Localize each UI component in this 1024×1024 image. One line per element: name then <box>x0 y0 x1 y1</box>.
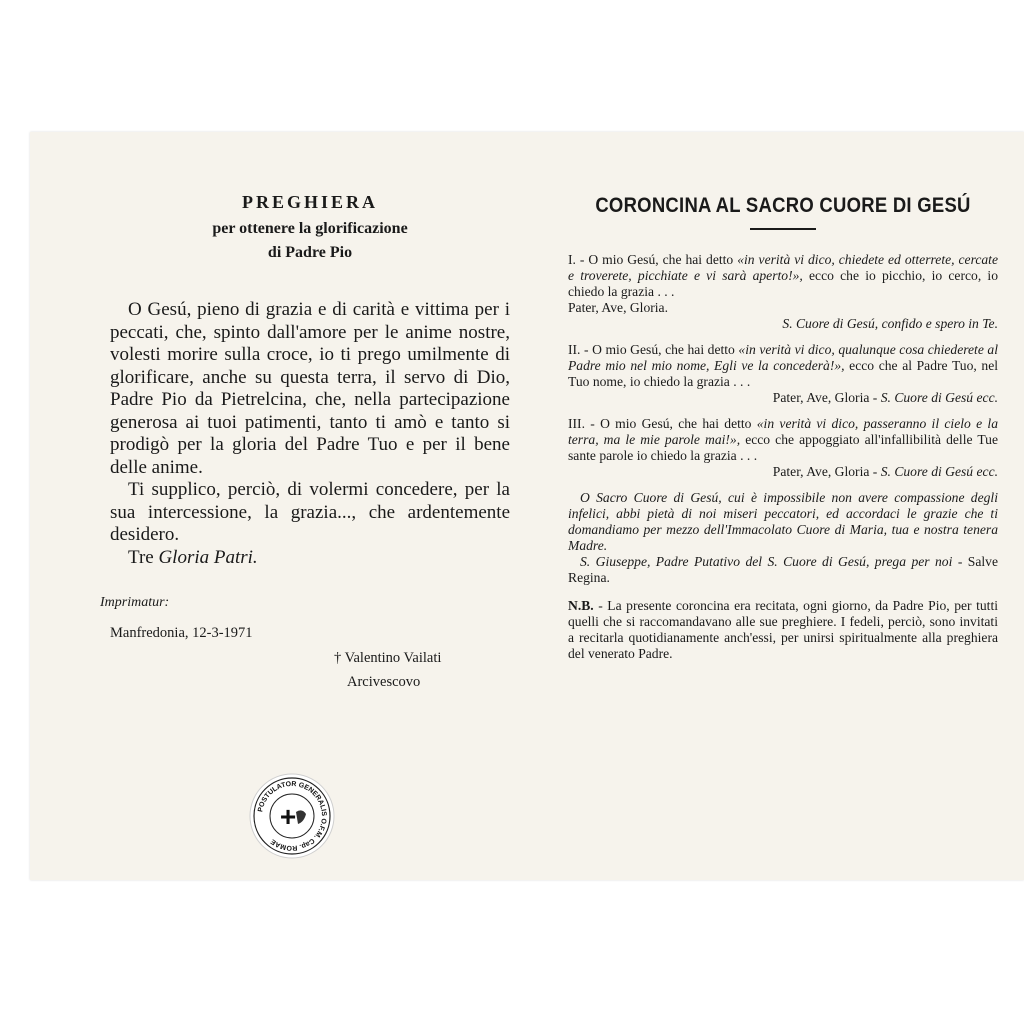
invocation-1-prayers: Pater, Ave, Gloria. <box>568 299 668 315</box>
closing-sacro-cuore: O Sacro Cuore di Gesú, cui è impossibile non avere compassione degli infelici, abbi pietà di noi miseri peccatori, ed accordaci le grazie che ti domandiamo per mezzo dell'Immacolato Cuore di Maria, tua e nostra tenera Madre. <box>568 489 998 553</box>
invocation-3-prayers-line <box>568 464 998 480</box>
title-divider <box>750 228 816 230</box>
coroncina-body <box>568 252 998 662</box>
right-page <box>568 194 998 672</box>
nb-label: N.B. <box>568 597 594 613</box>
coroncina-title: CORONCINA AL SACRO CUORE DI GESÚ <box>595 194 971 217</box>
invocation-2-suffix: ecco che al Padre Tuo, nel Tuo nome, io chiedo la grazia . . . <box>568 357 999 389</box>
seal-text: POSTULATOR GENERALIS O.F.M. Cap. ROMAE <box>257 780 328 852</box>
invocation-1 <box>568 252 998 332</box>
invocation-2-quote: «in verità vi dico, qualunque cosa chiederete al Padre mio nel mio nome, Egli ve la concederà!», <box>568 341 998 373</box>
invocation-3-prayers: Pater, Ave, Gloria - <box>772 463 881 479</box>
invocation-2 <box>568 342 998 406</box>
invocation-3-response: S. Cuore di Gesú ecc. <box>880 463 998 479</box>
invocation-1-response: S. Cuore di Gesú, confido e spero in Te. <box>782 315 998 331</box>
prayer-paragraph-1: O Gesú, pieno di grazia e di carità e vittima per i peccati, che, spinto dall'amore per le anime nostre, volesti morire sulla croce, io ti prego umilmente di glorificare, anche su questa terra, il servo di Dio, Padre Pio da Pietrelcina, che, nella partecipazione generosa ai tuoi patimenti, tanto ti amò e tanto si prodigò per la gloria del Padre Tuo e per il bene delle anime. <box>110 299 510 478</box>
closing-giuseppe <box>568 554 998 586</box>
subtitle-line-1: per ottenere la glorificazione <box>212 220 408 237</box>
nb-text: - La presente coroncina era recitata, ogni giorno, da Padre Pio, per tutti quelli che si raccomandavano alle sue preghiere. I fedeli, perciò, sono invitati a recitarla quotidianamente anch'essi, per unirsi spiritualmente alla preghiera del venerato Padre. <box>568 597 998 661</box>
invocation-3-suffix: ecco che appoggiato all'infallibilità delle Tue sante parole io chiedo la grazia . . . <box>568 431 999 463</box>
prayer-subtitle <box>110 217 510 265</box>
prayer-body <box>110 299 510 569</box>
gloria-patri: Gloria Patri. <box>158 546 258 568</box>
closing-salve-regina: - Salve Regina. <box>568 553 998 585</box>
signature-name: † Valentino Vailati <box>334 650 442 666</box>
nota-bene <box>568 598 998 662</box>
place-date: Manfredonia, 12-3-1971 <box>110 625 253 641</box>
invocation-1-quote: «in verità vi dico, chiedete ed otterrete, cercate e troverete, picchiate e vi sarà aperto!», <box>568 251 998 283</box>
prayer-title: PREGHIERA <box>241 192 378 212</box>
closing-giuseppe-italic: S. Giuseppe, Padre Putativo del S. Cuore di Gesú, prega per noi <box>580 553 953 569</box>
imprimatur: Imprimatur: <box>100 595 170 610</box>
invocation-1-prefix: I. - O mio Gesú, che hai detto <box>568 251 738 267</box>
invocation-2-prefix: II. - O mio Gesú, che hai detto <box>568 341 739 357</box>
prayer-paragraph-3 <box>110 547 510 570</box>
invocation-3-quote: «in verità vi dico, passeranno il cielo e la terra, ma le mie parole mai!», <box>568 415 998 447</box>
invocation-2-prayers-line <box>568 390 998 406</box>
invocation-1-suffix: ecco che io picchio, io cerco, io chiedo la grazia . . . <box>568 267 998 299</box>
signature <box>334 646 510 694</box>
invocation-3-prefix: III. - O mio Gesú, che hai detto <box>568 415 757 431</box>
prayer-paragraph-3-prefix: Tre <box>128 546 159 568</box>
invocation-2-prayers: Pater, Ave, Gloria - <box>772 389 881 405</box>
invocation-3 <box>568 416 998 480</box>
prayer-card <box>30 132 1024 880</box>
left-page <box>100 192 510 694</box>
closing-prayer <box>568 490 998 586</box>
postulator-seal-icon <box>248 772 336 860</box>
subtitle-line-2: di Padre Pio <box>267 244 353 261</box>
prayer-paragraph-2: Ti supplico, perciò, di volermi concedere, per la sua intercessione, la grazia..., che ardentemente desidero. <box>110 479 510 545</box>
signature-title: Arcivescovo <box>347 674 421 690</box>
invocation-2-response: S. Cuore di Gesú ecc. <box>880 389 998 405</box>
seal-cross: + <box>279 801 297 832</box>
